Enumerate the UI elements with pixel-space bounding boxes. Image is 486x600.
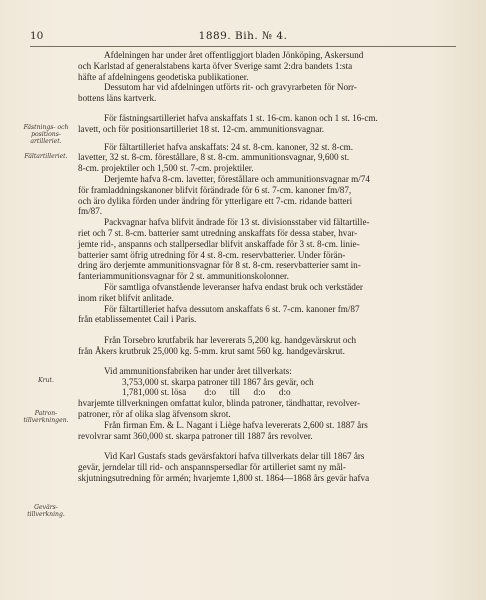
text-line: Afdelningen har under året offentliggjort bladen Jönköping, Askersund xyxy=(104,50,364,60)
text-line: bottens läns kartverk. xyxy=(78,93,157,104)
margin-note-fastning: Fästnings- och positions- artilleriet. xyxy=(23,124,69,145)
text-line: patroner, rör af olika slag äfvensom skrot. xyxy=(78,408,231,419)
text-line: riet och 7 st. 8-cm. batterier samt utredning anskaffats för dessa staber, hvar- xyxy=(78,227,358,238)
text-line: fm/87. xyxy=(78,206,103,217)
running-title: 1889. Bih. № 4. xyxy=(198,30,288,42)
list-item: 1,781,000 st. lösa d:o till d:o d:o xyxy=(122,387,291,398)
text-line: För fältartilleriet hafva anskaffats: 24 st. 8-cm. kanoner, 32 st. 8-cm. xyxy=(104,141,354,152)
paragraph xyxy=(78,335,458,357)
text-line: från Åkers krutbruk 25,000 kg. 5-mm. krut samt 560 kg. handgevärskrut. xyxy=(78,345,345,356)
text-line: och Karlstad af generalstabens karta öfver Sverige samt 2:dra bandets 1:sta xyxy=(78,60,353,71)
text-line: skjutningsutredning för armén; hvarjemte 1,800 st. 1864—1868 års gevär hafva xyxy=(78,472,370,483)
paragraph xyxy=(78,420,458,442)
paragraph xyxy=(78,217,458,282)
paragraph xyxy=(78,142,458,174)
paragraph xyxy=(78,366,458,420)
paragraph xyxy=(78,282,458,304)
margin-note-patron: Patron- tillverkningen. xyxy=(23,410,69,424)
text-line: fanteriammunitionsvagnar för 2 st. ammunitionskolonner. xyxy=(78,271,289,282)
text-line: Vid Karl Gustafs stads gevärsfaktori hafva tillverkats delar till 1867 års xyxy=(104,451,365,462)
page-header xyxy=(30,30,456,44)
text-line: Dessutom har vid afdelningen utförts rit- och gravyrarbeten för Norr- xyxy=(104,82,357,93)
text-line: lavett, och för positionsartilleriet 18 st. 12-cm. ammunitionsvagnar. xyxy=(78,123,325,134)
body-text xyxy=(78,50,458,484)
text-line: Derjemte hafva 8-cm. lavetter, förestållare och ammunitionsvagnar m/74 xyxy=(104,173,370,184)
text-line: Från Torsebro krutfabrik har levererats 5,200 kg. handgevärskrut och xyxy=(104,335,357,346)
text-line: häfte af afdelningens geodetiska publikationer. xyxy=(78,71,249,82)
text-line: inom riket blifvit anlitade. xyxy=(78,292,174,303)
paragraph xyxy=(78,113,458,135)
list xyxy=(78,377,458,399)
paragraph xyxy=(78,451,458,483)
text-line: Från firman Em. & L. Nagant i Liège hafva levererats 2,600 st. 1887 års xyxy=(104,419,368,430)
header-rule xyxy=(30,46,456,47)
text-line: revolvrar samt 360,000 st. skarpa patroner till 1887 års revolver. xyxy=(78,430,313,441)
text-line: För fältartilleriet hafva dessutom anskaffats 6 st. 7-cm. kanoner fm/87 xyxy=(104,303,360,314)
text-line: 8-cm. projektiler och 1,500 st. 7-cm. projektiler. xyxy=(78,163,254,174)
text-line: För samtliga ofvanstående leveranser hafva endast bruk och verkstäder xyxy=(104,281,363,292)
margin-note-gevar: Gevärs- tillverkning. xyxy=(27,504,65,518)
text-line: jemte rid-, anspanns och stallpersedlar blifvit anskaffade för 3 st. 8-cm. linie- xyxy=(78,238,360,249)
text-line: batterier samt öfrig utredning för 4 st. 8-cm. reservbatterier. Under förän- xyxy=(78,249,346,260)
text-line: dring äro derjemte ammunitionsvagnar för 8 st. 8-cm. reservbatterier samt in- xyxy=(78,260,361,271)
page-number: 10 xyxy=(30,30,44,42)
margin-note-falt: Fältartilleriet. xyxy=(24,153,68,160)
text-line: Vid ammunitionsfabriken har under året tillverkats: xyxy=(104,365,292,376)
paragraph xyxy=(78,304,458,326)
list-item: 3,753,000 st. skarpa patroner till 1867 års gevär, och xyxy=(122,376,314,387)
margin-note-krut: Krut. xyxy=(38,377,54,384)
text-line: För fästningsartilleriet hafva anskaffats 1 st. 16-cm. kanon och 1 st. 16-cm. xyxy=(104,112,378,123)
paragraph xyxy=(78,50,458,82)
paragraph xyxy=(78,82,458,104)
text-line: lavetter, 32 st. 8-cm. förestållare, 8 st. 8-cm. ammunitionsvagnar, 9,600 st. xyxy=(78,152,350,163)
paragraph xyxy=(78,174,458,217)
text-line: och äro dylika förden under ändring för ytterligare ett 7-cm. ridande batteri xyxy=(78,195,353,206)
text-line: för framladdningskanoner blifvit förändrade för 6 st. 7-cm. kanoner fm/87, xyxy=(78,184,352,195)
text-line: gevär, jerndelar till rid- och anspannspersedlar för artilleriet samt ny mål- xyxy=(78,462,346,473)
text-line: från etablissementet Cail i Paris. xyxy=(78,314,197,325)
text-line: Packvagnar hafva blifvit ändrade för 13 st. divisionsstaber vid fältartille- xyxy=(104,217,370,228)
text-line: hvarjemte tillverkningen omfattat kulor, blinda patroner, tändhattar, revolver- xyxy=(78,398,360,409)
